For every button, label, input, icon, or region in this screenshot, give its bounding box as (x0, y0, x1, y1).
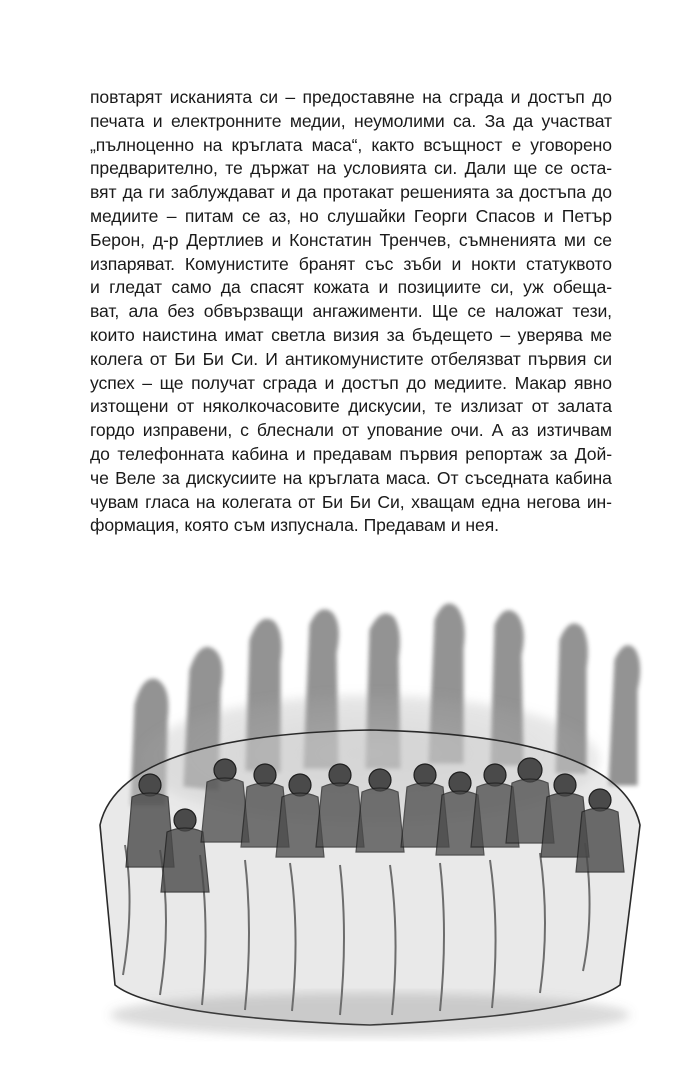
word: негова (526, 491, 581, 512)
word: От (436, 467, 459, 488)
word: уговорено (530, 134, 612, 155)
word: предавам (312, 443, 392, 464)
paragraph-line (90, 157, 612, 181)
word: те (434, 396, 452, 417)
word: държат (250, 158, 310, 179)
word: д-р (152, 229, 179, 250)
word: първия (527, 348, 587, 369)
word: Спасов (475, 205, 536, 226)
word: със (365, 253, 394, 274)
word: и (450, 515, 461, 536)
word: маса. (385, 467, 431, 488)
word: и (271, 229, 282, 250)
word: уж (523, 277, 544, 298)
word: колега (90, 348, 143, 369)
word: Петър (561, 205, 612, 226)
round-table-ink-drawing-icon (40, 585, 670, 1045)
word: достъпа (519, 182, 586, 203)
word: Би (202, 348, 224, 369)
paragraph-line (90, 86, 612, 110)
word: аз, (268, 205, 291, 226)
word: Дертлиев (186, 229, 264, 250)
word: зъби (403, 253, 442, 274)
word: ала (128, 301, 159, 322)
word: са. (452, 110, 477, 131)
word: нея. (465, 515, 499, 536)
word: Комунистите (184, 253, 289, 274)
word: Си, (377, 491, 405, 512)
word: с (240, 420, 249, 441)
word: до (592, 87, 612, 107)
word: и (295, 443, 306, 464)
word: и (378, 277, 389, 298)
word: печата (90, 110, 145, 131)
word: протакат (322, 182, 394, 203)
word: си (593, 348, 612, 369)
word: аз (511, 420, 529, 441)
word: Би (349, 491, 371, 512)
word: имат (224, 324, 264, 345)
word: кожата (313, 277, 370, 298)
word: сграда (262, 372, 317, 393)
word: условията (343, 158, 427, 179)
word: първия (399, 443, 458, 464)
word: една (481, 491, 520, 512)
word: бранят (298, 253, 356, 274)
word: обеща- (553, 277, 612, 298)
word: си, (490, 277, 514, 298)
word: телефонната (117, 443, 225, 464)
word: и (451, 253, 462, 274)
word: се (467, 301, 486, 322)
word: гордо (90, 420, 135, 441)
word: чувам (90, 491, 139, 512)
word: на (316, 158, 337, 179)
word: кабина (231, 443, 289, 464)
word: Дали (464, 158, 506, 179)
word: колегата (221, 491, 292, 512)
paragraph-line (90, 443, 612, 467)
word: очи. (450, 420, 484, 441)
word: кабина (555, 467, 612, 488)
word: „пълноценно (90, 134, 194, 155)
word: и (324, 372, 335, 393)
word: Предавам (363, 515, 446, 536)
word: антикомунистите (285, 348, 424, 369)
word: решенията (400, 182, 490, 203)
word: от (176, 396, 195, 417)
word: Си. (230, 348, 259, 369)
word: Веле (115, 467, 156, 488)
word: Би (174, 348, 196, 369)
word: спасят (250, 277, 304, 298)
word: питам (184, 205, 234, 226)
word: от (297, 491, 316, 512)
word: съм (233, 515, 266, 536)
word: и (152, 110, 163, 131)
word: И (265, 348, 278, 369)
word: залата (557, 396, 612, 417)
word: бъдещето (411, 324, 493, 345)
word: Би (321, 491, 344, 512)
word: репортаж (465, 443, 543, 464)
word: ще (513, 158, 538, 179)
word: упование (367, 420, 443, 441)
word: неумолими (354, 110, 445, 131)
word: на (282, 467, 303, 488)
word: кръглата (231, 134, 303, 155)
word: за (495, 182, 514, 203)
word: дискусиите (185, 467, 277, 488)
word: но (299, 205, 319, 226)
word: която (184, 515, 229, 536)
word: ми (563, 229, 586, 250)
word: електронните (170, 110, 282, 131)
word: без (167, 301, 195, 322)
paragraph-line (90, 134, 612, 158)
word: – (166, 205, 177, 226)
word: от (149, 348, 168, 369)
word: за (386, 324, 405, 345)
word: Берон, (90, 229, 145, 250)
word: статуквото (525, 253, 612, 274)
word: се (544, 158, 564, 179)
word: че (90, 467, 109, 488)
word: да (122, 182, 143, 203)
word: вят (90, 182, 117, 203)
paragraph-line (90, 514, 612, 538)
word: обвързващи (203, 301, 304, 322)
word: Тренчев, (379, 229, 451, 250)
word: от (531, 396, 549, 417)
word: – (500, 324, 511, 345)
word: от (341, 420, 360, 441)
paragraph-line (90, 419, 612, 443)
word: както (371, 134, 415, 155)
word: на (195, 491, 216, 512)
word: ин- (586, 491, 612, 512)
word: ще (159, 372, 184, 393)
word: и (510, 87, 521, 107)
word: повтарят (90, 87, 163, 107)
word: ангажименти. (312, 301, 423, 322)
paragraph-line (90, 491, 612, 515)
word: А (491, 420, 504, 441)
word: нокти (471, 253, 516, 274)
word: изпуснала. (270, 515, 359, 536)
word: явно (574, 372, 612, 393)
word: слушайки (327, 205, 406, 226)
word: съмненията (458, 229, 556, 250)
word: успех (90, 372, 135, 393)
word: се (593, 229, 612, 250)
paragraph-line (90, 110, 612, 134)
word: ват, (90, 301, 120, 322)
word: За (484, 110, 505, 131)
word: хващам (411, 491, 475, 512)
word: е (511, 134, 522, 155)
word: на (203, 134, 223, 155)
word: визия (332, 324, 380, 345)
word: – (142, 372, 152, 393)
paragraph-line (90, 395, 612, 419)
paragraph-line (90, 229, 612, 253)
word: Дой- (574, 443, 612, 464)
paragraph-line (90, 300, 612, 324)
word: си (259, 87, 278, 107)
word: да (513, 110, 534, 131)
word: до (406, 372, 427, 393)
word: само (171, 277, 212, 298)
body-paragraph (90, 86, 612, 538)
word: си. (433, 158, 458, 179)
word: ме (590, 324, 612, 345)
word: и (280, 182, 291, 203)
word: наложат (495, 301, 564, 322)
word: до (90, 443, 110, 464)
word: достъп (527, 87, 585, 107)
word: да (220, 277, 241, 298)
word: и (90, 277, 100, 298)
paragraph-line (90, 324, 612, 348)
word: тези, (572, 301, 612, 322)
word: формация, (90, 515, 180, 536)
word: наистина (142, 324, 217, 345)
word: изправени, (142, 420, 233, 441)
word: сграда (448, 87, 504, 107)
word: маса“, (311, 134, 363, 155)
word: да (296, 182, 317, 203)
word: Георги (413, 205, 468, 226)
paragraph-line (90, 348, 612, 372)
word: достъп (341, 372, 399, 393)
word: всъщност (423, 134, 503, 155)
word: изпаряват. (90, 253, 175, 274)
word: предоставяне (302, 87, 415, 107)
word: получат (191, 372, 255, 393)
word: те (225, 158, 243, 179)
paragraph-line (90, 205, 612, 229)
word: Констатин (289, 229, 372, 250)
word: няколкочасовите (202, 396, 340, 417)
paragraph-line (90, 276, 612, 300)
paragraph-line (90, 253, 612, 277)
word: позициите (397, 277, 482, 298)
word: – (285, 87, 296, 107)
word: заблуждават (170, 182, 275, 203)
word: уверява (517, 324, 583, 345)
word: участват (541, 110, 612, 131)
paragraph-line (90, 467, 612, 491)
word: и (543, 205, 554, 226)
word: оста- (570, 158, 612, 179)
paragraph-line (90, 181, 612, 205)
word: за (549, 443, 568, 464)
word: до (592, 182, 612, 203)
word: исканията (169, 87, 253, 107)
word: изтощени (90, 396, 169, 417)
word: предварително, (90, 158, 218, 179)
word: блеснали (256, 420, 334, 441)
word: гласа (145, 491, 190, 512)
word: Макар (514, 372, 567, 393)
word: Ще (431, 301, 459, 322)
word: дискусии, (348, 396, 427, 417)
word: кръглата (308, 467, 380, 488)
word: на (422, 87, 442, 107)
word: изтичвам (536, 420, 612, 441)
word: гледат (109, 277, 162, 298)
word: за (161, 467, 180, 488)
word: медиите (90, 205, 159, 226)
word: светла (271, 324, 326, 345)
word: които (90, 324, 135, 345)
word: излизат (460, 396, 524, 417)
paragraph-line (90, 372, 612, 396)
word: ги (148, 182, 165, 203)
word: съседната (464, 467, 549, 488)
word: медии, (289, 110, 346, 131)
word: медиите. (433, 372, 507, 393)
word: отбелязват (430, 348, 521, 369)
word: се (241, 205, 261, 226)
